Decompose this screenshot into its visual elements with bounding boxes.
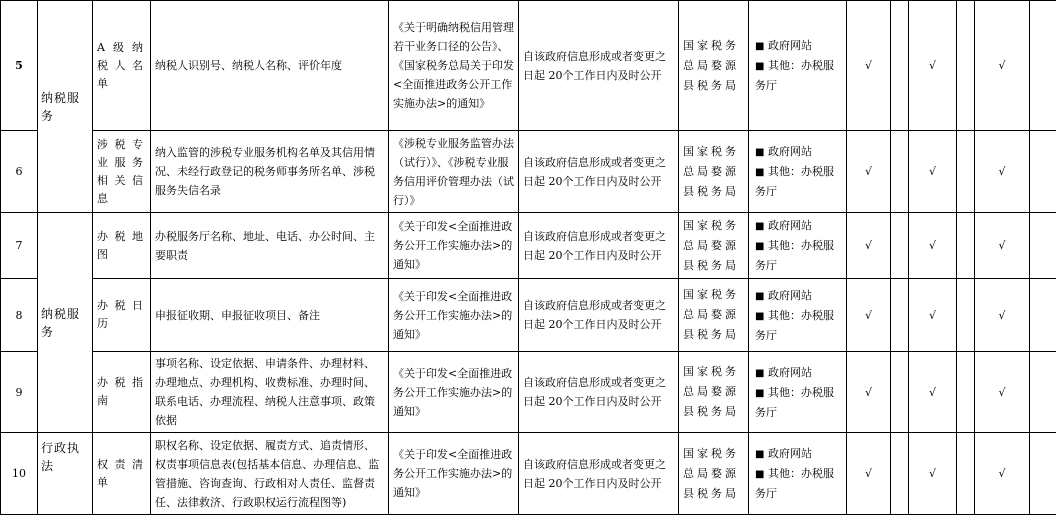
- check-mark-icon: √: [975, 433, 1030, 515]
- channel-other: 其他：办税服务厅: [755, 308, 834, 342]
- square-bullet-icon: ■: [755, 310, 765, 322]
- square-bullet-icon: ■: [755, 469, 765, 480]
- time-limit-cell: 自该政府信息形成或者变更之日起 20个工作日内及时公开: [519, 213, 679, 279]
- table-row: [1, 213, 1056, 279]
- check-mark-icon: √: [909, 279, 957, 352]
- square-bullet-icon: ■: [755, 167, 765, 178]
- empty-cell: [1030, 433, 1056, 515]
- check-mark-icon: √: [847, 1, 891, 131]
- check-mark-icon: √: [909, 1, 957, 131]
- subject-cell: 国家税务总局婺源县税务局: [679, 131, 749, 213]
- square-bullet-icon: ■: [755, 61, 765, 72]
- content-cell: 事项名称、设定依据、申请条件、办理材料、办理地点、办理机构、收费标准、办理时间、联系电话、办理流程、纳税人注意事项、政策依据: [151, 352, 389, 433]
- channel-other: 其他：办税服务厅: [755, 239, 834, 272]
- empty-cell: [957, 279, 975, 352]
- time-limit-cell: 自该政府信息形成或者变更之日起 20个工作日内及时公开: [519, 131, 679, 213]
- channel-other: 其他：办税服务厅: [755, 59, 834, 92]
- empty-cell: [1030, 131, 1056, 213]
- content-cell: 申报征收期、申报征收项目、备注: [151, 279, 389, 352]
- category-cell: 纳税服务: [38, 213, 93, 433]
- row-number: 9: [1, 352, 38, 433]
- check-mark-icon: √: [909, 213, 957, 279]
- channel-cell: [749, 279, 847, 352]
- channel-website: 政府网站: [767, 39, 812, 52]
- time-limit-cell: 自该政府信息形成或者变更之日起 20个工作日内及时公开: [519, 352, 679, 433]
- check-mark-icon: √: [975, 131, 1030, 213]
- table-row: [1, 1, 1056, 131]
- content-cell: 办税服务厅名称、地址、电话、办公时间、主要职责: [151, 213, 389, 279]
- empty-cell: [957, 131, 975, 213]
- channel-cell: [749, 1, 847, 131]
- check-mark-icon: √: [909, 352, 957, 433]
- item-cell: 办税指南: [93, 352, 151, 433]
- category-cell: 纳税服务: [38, 1, 93, 213]
- empty-cell: [957, 433, 975, 515]
- check-mark-icon: √: [909, 433, 957, 515]
- category-cell: 行政执法: [38, 433, 93, 515]
- subject-cell: 国家税务总局婺源县税务局: [679, 1, 749, 131]
- row-number: 7: [1, 213, 38, 279]
- empty-cell: [1030, 352, 1056, 433]
- table-row: [1, 352, 1056, 433]
- basis-cell: 《关于印发<全面推进政务公开工作实施办法>的通知》: [389, 213, 519, 279]
- table-row: [1, 433, 1056, 515]
- empty-cell: [891, 1, 909, 131]
- channel-website: 政府网站: [767, 365, 812, 379]
- subject-cell: 国家税务总局婺源县税务局: [679, 352, 749, 433]
- channel-website: 政府网站: [767, 219, 812, 232]
- check-mark-icon: √: [909, 131, 957, 213]
- empty-cell: [1030, 213, 1056, 279]
- basis-cell: 《关于印发<全面推进政务公开工作实施办法>的通知》: [389, 433, 519, 515]
- basis-cell: 《涉税专业服务监管办法（试行）》、《涉税专业服务信用评价管理办法（试行）》: [389, 131, 519, 213]
- table-row: [1, 131, 1056, 213]
- empty-cell: [1030, 1, 1056, 131]
- channel-cell: [749, 213, 847, 279]
- basis-cell: 《关于印发<全面推进政务公开工作实施办法>的通知》: [389, 352, 519, 433]
- content-cell: 纳入监管的涉税专业服务机构名单及其信用情况、未经行政登记的税务师事务所名单、涉税服务失信名录: [151, 131, 389, 213]
- channel-cell: [749, 352, 847, 433]
- check-mark-icon: √: [975, 213, 1030, 279]
- time-limit-cell: 自该政府信息形成或者变更之日起 20个工作日内及时公开: [519, 279, 679, 352]
- check-mark-icon: √: [975, 279, 1030, 352]
- channel-other: 其他：办税服务厅: [755, 467, 834, 500]
- empty-cell: [891, 213, 909, 279]
- square-bullet-icon: ■: [755, 367, 765, 379]
- check-mark-icon: √: [847, 279, 891, 352]
- square-bullet-icon: ■: [755, 387, 765, 399]
- check-mark-icon: √: [847, 213, 891, 279]
- empty-cell: [957, 352, 975, 433]
- check-mark-icon: √: [975, 352, 1030, 433]
- square-bullet-icon: ■: [755, 241, 765, 252]
- square-bullet-icon: ■: [755, 147, 765, 158]
- empty-cell: [1030, 279, 1056, 352]
- content-cell: 职权名称、设定依据、履责方式、追责情形、权责事项信息表(包括基本信息、办理信息、监管措施、咨询查询、行政相对人责任、监督责任、法律救济、行政职权运行流程图等): [151, 433, 389, 515]
- row-number: 6: [1, 131, 38, 213]
- channel-other: 其他：办税服务厅: [755, 165, 834, 198]
- empty-cell: [957, 213, 975, 279]
- item-cell: 办税地图: [93, 213, 151, 279]
- row-number: 8: [1, 279, 38, 352]
- check-mark-icon: √: [847, 131, 891, 213]
- empty-cell: [891, 279, 909, 352]
- row-number: 10: [1, 433, 38, 515]
- subject-cell: 国家税务总局婺源县税务局: [679, 213, 749, 279]
- channel-website: 政府网站: [767, 145, 812, 158]
- check-mark-icon: √: [847, 352, 891, 433]
- item-cell: A级纳税人名单: [93, 1, 151, 131]
- channel-website: 政府网站: [767, 288, 812, 302]
- square-bullet-icon: ■: [755, 41, 765, 52]
- square-bullet-icon: ■: [755, 290, 765, 302]
- empty-cell: [891, 131, 909, 213]
- time-limit-cell: 自该政府信息形成或者变更之日起 20个工作日内及时公开: [519, 1, 679, 131]
- channel-cell: [749, 433, 847, 515]
- item-cell: 涉税专业服务相关信息: [93, 131, 151, 213]
- channel-cell: [749, 131, 847, 213]
- channel-website: 政府网站: [767, 447, 812, 460]
- basis-cell: 《关于印发<全面推进政务公开工作实施办法>的通知》: [389, 279, 519, 352]
- empty-cell: [957, 1, 975, 131]
- item-cell: 权责清单: [93, 433, 151, 515]
- subject-cell: 国家税务总局婺源县税务局: [679, 279, 749, 352]
- basis-cell: 《关于明确纳税信用管理若干业务口径的公告》、《国家税务总局关于印发<全面推进政务公开工作实施办法>的通知》: [389, 1, 519, 131]
- content-cell: 纳税人识别号、纳税人名称、评价年度: [151, 1, 389, 131]
- check-mark-icon: √: [975, 1, 1030, 131]
- subject-cell: 国家税务总局婺源县税务局: [679, 433, 749, 515]
- empty-cell: [891, 433, 909, 515]
- check-mark-icon: √: [847, 433, 891, 515]
- time-limit-cell: 自该政府信息形成或者变更之日起 20个工作日内及时公开: [519, 433, 679, 515]
- square-bullet-icon: ■: [755, 449, 765, 460]
- row-number: 5: [1, 1, 38, 131]
- channel-other: 其他：办税服务厅: [755, 385, 834, 419]
- square-bullet-icon: ■: [755, 221, 765, 232]
- item-cell: 办税日历: [93, 279, 151, 352]
- table-row: [1, 279, 1056, 352]
- empty-cell: [891, 352, 909, 433]
